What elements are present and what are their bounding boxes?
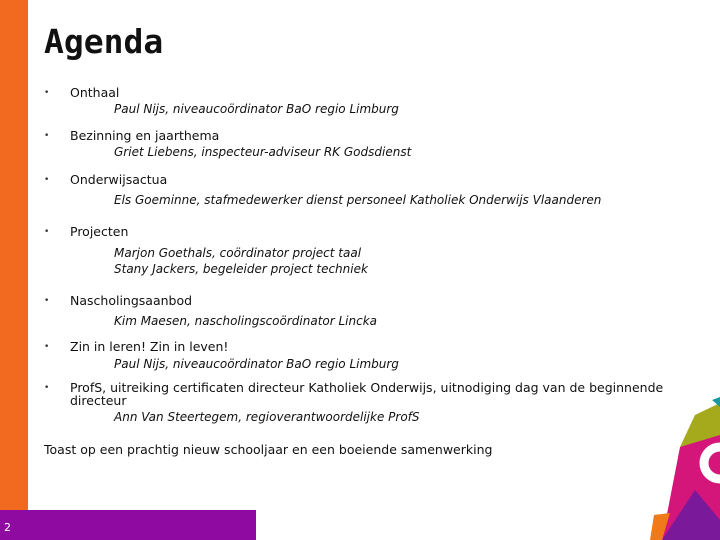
bullet-icon: • [44, 296, 50, 306]
bottom-accent-bar [0, 510, 256, 540]
agenda-item-title: Zin in leren! Zin in leven! [70, 339, 229, 354]
bullet-icon: • [44, 342, 50, 352]
agenda-item-presenter: Paul Nijs, niveaucoördinator BaO regio Limburg [114, 102, 399, 116]
bullet-icon: • [44, 131, 50, 141]
bullet-icon: • [44, 175, 50, 185]
left-accent-bar [0, 0, 28, 540]
agenda-item-title: Projecten [70, 224, 129, 239]
bullet-icon: • [44, 227, 50, 237]
agenda-item-presenter: Griet Liebens, inspecteur-adviseur RK Godsdienst [114, 145, 412, 159]
agenda-item-presenter: Kim Maesen, nascholingscoördinator Lincka [114, 314, 378, 328]
closing-line: Toast op een prachtig nieuw schooljaar en een boeiende samenwerking [44, 442, 493, 457]
agenda-item-title: Nascholingsaanbod [70, 293, 193, 308]
agenda-item-presenter: Marjon Goethals, coördinator project taal [114, 246, 362, 260]
bullet-icon: • [44, 383, 50, 393]
bullet-icon: • [44, 88, 50, 98]
agenda-item-title: Onthaal [70, 85, 120, 100]
agenda-item-presenter: Paul Nijs, niveaucoördinator BaO regio Limburg [114, 357, 399, 371]
agenda-item-presenter: Ann Van Steertegem, regioverantwoordelijke ProfS [114, 410, 420, 424]
agenda-item-presenter: Els Goeminne, stafmedewerker dienst personeel Katholiek Onderwijs Vlaanderen [114, 193, 602, 207]
slide-title: Agenda [44, 22, 164, 61]
agenda-item-presenter: Stany Jackers, begeleider project techniek [114, 262, 368, 276]
agenda-item-title: ProfS, uitreiking certificaten directeur Katholiek Onderwijs, uitnodiging dag van de beginnende directeur [70, 380, 664, 408]
page-number: 2 [4, 521, 11, 534]
katholiek-onderwijs-vlaanderen-logo-icon [640, 395, 720, 540]
agenda-item-title: Bezinning en jaarthema [70, 128, 220, 143]
agenda-item-title: Onderwijsactua [70, 172, 168, 187]
